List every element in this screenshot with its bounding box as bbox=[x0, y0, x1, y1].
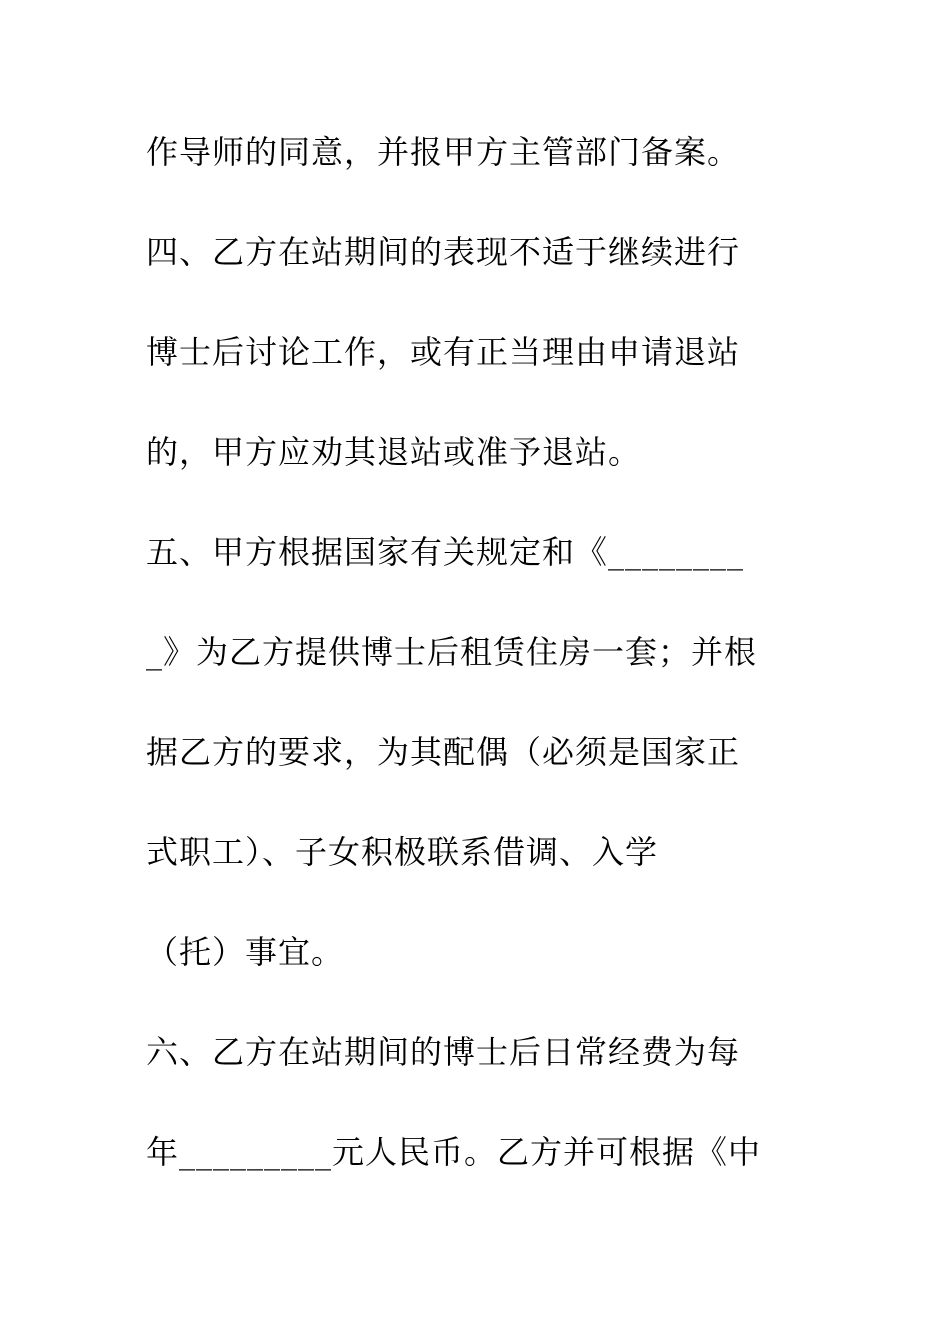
text-line-9: （托）事宜。 bbox=[146, 933, 345, 971]
text-line-3: 博士后讨论工作，或有正当理由申请退站 bbox=[146, 333, 741, 371]
text-line-6: _》为乙方提供博士后租赁住房一套；并根 bbox=[146, 633, 758, 671]
text-line-8: 式职工）、子女积极联系借调、入学 bbox=[146, 833, 659, 871]
text-line-11: 年_________元人民币。乙方并可根据《中 bbox=[146, 1133, 762, 1171]
text-line-10: 六、乙方在站期间的博士后日常经费为每 bbox=[146, 1033, 741, 1071]
text-line-2: 四、乙方在站期间的表现不适于继续进行 bbox=[146, 233, 741, 271]
text-line-1: 作导师的同意，并报甲方主管部门备案。 bbox=[146, 133, 741, 171]
text-line-4: 的，甲方应劝其退站或准予退站。 bbox=[146, 433, 642, 471]
text-line-5: 五、甲方根据国家有关规定和《________ bbox=[146, 533, 745, 571]
text-line-7: 据乙方的要求，为其配偶（必须是国家正 bbox=[146, 733, 741, 771]
